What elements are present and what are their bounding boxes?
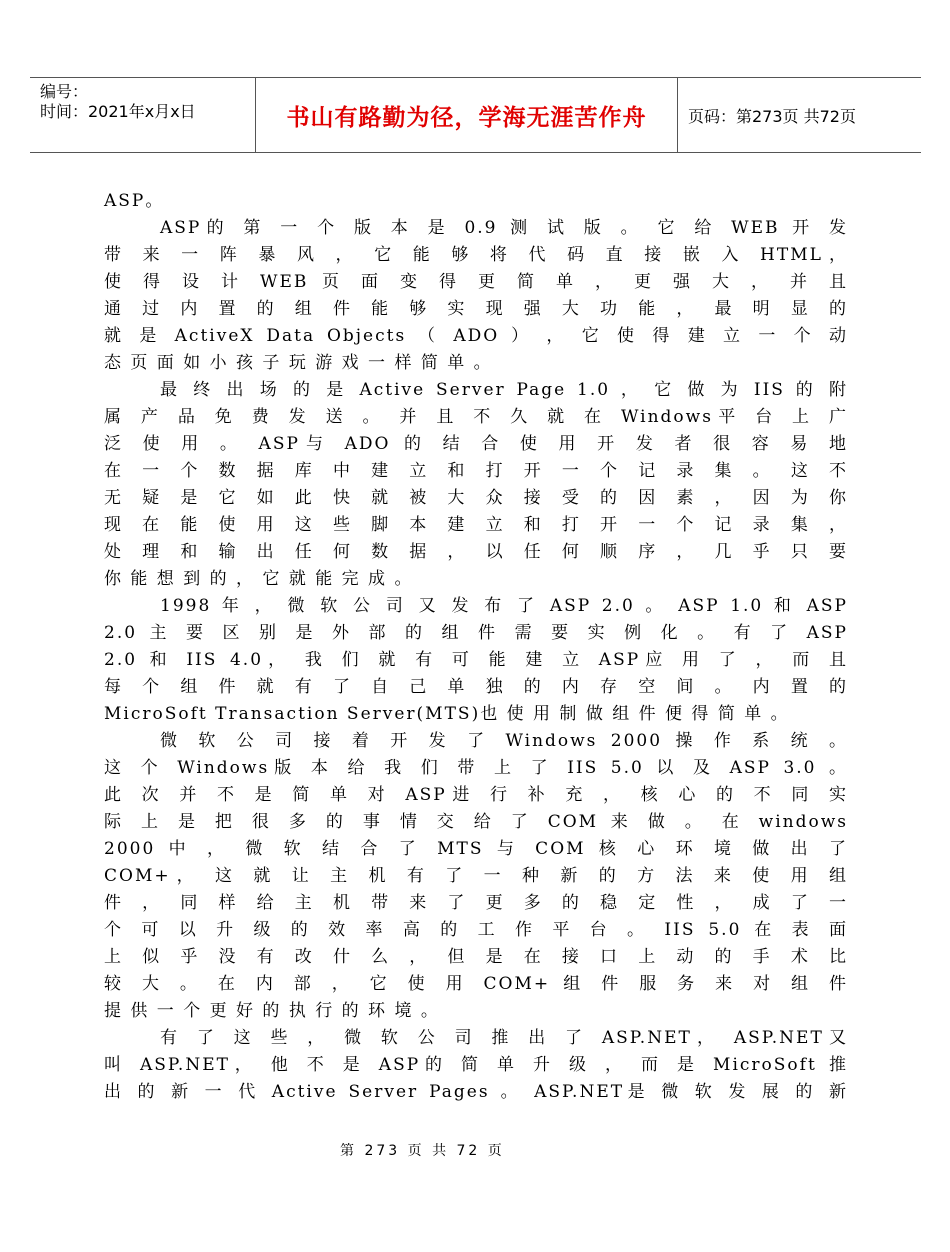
text-line: 这 个 Windows版 本 给 我 们 带 上 了 IIS 5.0 以 及 ASP 3.0 。 — [104, 758, 848, 778]
text-line: ASP。 — [104, 191, 165, 211]
header-motto: 书山有路勤为径，学海无涯苦作舟 — [256, 78, 678, 152]
text-line: 出 的 新 一 代 Active Server Pages 。 ASP.NET是 微 软 发 展 的 新 — [104, 1082, 848, 1102]
text-line: 属 产 品 免 费 发 送 。 并 且 不 久 就 在 Windows平 台 上 广 — [104, 407, 848, 427]
document-body — [104, 188, 848, 1106]
header-page-info: 页码：第273页 共72页 — [688, 106, 856, 126]
text-line: 件 ， 同 样 给 主 机 带 来 了 更 多 的 稳 定 性 ， 成 了 一 — [104, 893, 848, 913]
text-line: 上 似 乎 没 有 改 什 么 ， 但 是 在 接 口 上 动 的 手 术 比 — [104, 947, 848, 967]
text-line: 际 上 是 把 很 多 的 事 情 交 给 了 COM 来 做 。 在 windows — [104, 812, 848, 832]
text-line: COM+， 这 就 让 主 机 有 了 一 种 新 的 方 法 来 使 用 组 — [104, 866, 848, 886]
text-line: 你 能 想 到 的 ， 它 就 能 完 成 。 — [104, 569, 414, 589]
text-line: 无 疑 是 它 如 此 快 就 被 大 众 接 受 的 因 素 ， 因 为 你 — [104, 488, 848, 508]
text-line: 叫 ASP.NET， 他 不 是 ASP的 简 单 升 级 ， 而 是 MicroSoft 推 — [104, 1055, 848, 1075]
number-label: 编号： — [40, 82, 89, 101]
text-line: 每 个 组 件 就 有 了 自 己 单 独 的 内 存 空 间 。 内 置 的 — [104, 677, 848, 697]
text-line: 2.0 和 IIS 4.0， 我 们 就 有 可 能 建 立 ASP应 用 了 ， 而 且 — [104, 650, 848, 670]
header-meta — [30, 78, 256, 152]
text-line: 1998 年 ， 微 软 公 司 又 发 布 了 ASP 2.0 。 ASP 1.0 和 ASP — [160, 596, 848, 616]
text-line: 2.0 主 要 区 别 是 外 部 的 组 件 需 要 实 例 化 。 有 了 ASP — [104, 623, 848, 643]
text-line: 使 得 设 计 WEB 页 面 变 得 更 简 单 ， 更 强 大 ， 并 且 — [104, 272, 848, 292]
text-line: 处 理 和 输 出 任 何 数 据 ， 以 任 何 顺 序 ， 几 乎 只 要 — [104, 542, 848, 562]
text-line: 提 供 一 个 更 好 的 执 行 的 环 境 。 — [104, 1001, 440, 1021]
text-line: 态 页 面 如 小 孩 子 玩 游 戏 一 样 简 单 。 — [104, 353, 493, 373]
text-line: 最 终 出 场 的 是 Active Server Page 1.0 ， 它 做 为 IIS 的 附 — [160, 380, 848, 400]
text-line: 微 软 公 司 接 着 开 发 了 Windows 2000 操 作 系 统 。 — [160, 731, 848, 751]
document-header — [30, 77, 921, 153]
text-line: 通 过 内 置 的 组 件 能 够 实 现 强 大 功 能 ， 最 明 显 的 — [104, 299, 848, 319]
text-line: 较 大 。 在 内 部 ， 它 使 用 COM+ 组 件 服 务 来 对 组 件 — [104, 974, 848, 994]
text-line: 有 了 这 些 ， 微 软 公 司 推 出 了 ASP.NET， ASP.NET又 — [160, 1028, 848, 1048]
text-line: ASP的 第 一 个 版 本 是 0.9 测 试 版 。 它 给 WEB 开 发 — [160, 218, 848, 238]
text-line: MicroSoft Transaction Server(MTS)也 使 用 制 做 组 件 便 得 简 单 。 — [104, 704, 790, 724]
text-line: 在 一 个 数 据 库 中 建 立 和 打 开 一 个 记 录 集 。 这 不 — [104, 461, 848, 481]
text-line: 个 可 以 升 级 的 效 率 高 的 工 作 平 台 。 IIS 5.0 在 表 面 — [104, 920, 848, 940]
text-line: 现 在 能 使 用 这 些 脚 本 建 立 和 打 开 一 个 记 录 集 ， — [104, 515, 848, 535]
text-line: 泛 使 用 。 ASP与 ADO 的 结 合 使 用 开 发 者 很 容 易 地 — [104, 434, 848, 454]
page-footer: 第 273 页 共 72 页 — [340, 1143, 505, 1159]
time-label: 时间：2021年x月x日 — [40, 102, 196, 121]
text-line: 此 次 并 不 是 简 单 对 ASP进 行 补 充 ， 核 心 的 不 同 实 — [104, 785, 848, 805]
text-line: 2000 中 ， 微 软 结 合 了 MTS 与 COM 核 心 环 境 做 出 了 — [104, 839, 848, 859]
text-line: 带 来 一 阵 暴 风 ， 它 能 够 将 代 码 直 接 嵌 入 HTML， — [104, 245, 848, 265]
text-line: 就 是 ActiveX Data Objects （ ADO ） ， 它 使 得 建 立 一 个 动 — [104, 326, 848, 346]
